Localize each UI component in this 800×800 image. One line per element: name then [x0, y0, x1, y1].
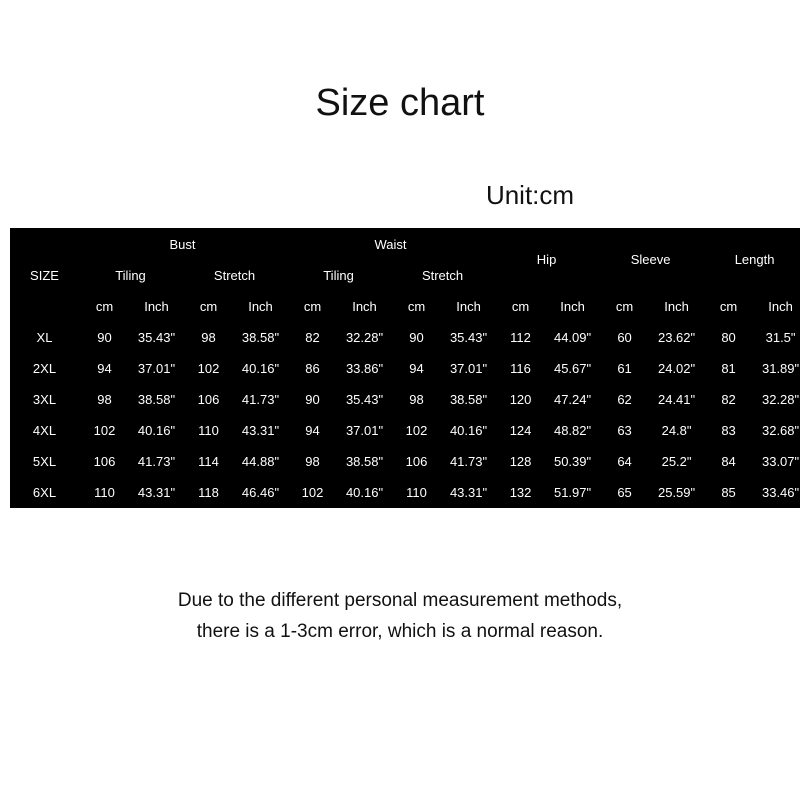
cell-bust-stretch-inch: 46.46"	[235, 477, 287, 508]
table-row	[11, 384, 800, 415]
cell-waist-stretch-inch: 37.01"	[443, 353, 495, 384]
cell-bust-stretch-cm: 106	[183, 384, 235, 415]
col-header-size: SIZE	[11, 229, 79, 322]
cell-sleeve-inch: 23.62"	[651, 322, 703, 353]
cell-hip-cm: 116	[495, 353, 547, 384]
cell-bust-stretch-cm: 102	[183, 353, 235, 384]
cell-bust-stretch-inch: 43.31"	[235, 415, 287, 446]
cell-waist-stretch-cm: 102	[391, 415, 443, 446]
table-row	[11, 415, 800, 446]
col-subgroup-waist-tiling: Tiling	[287, 260, 391, 291]
measurement-note-line2: there is a 1-3cm error, which is a normal reason.	[196, 621, 604, 642]
cell-waist-stretch-inch: 40.16"	[443, 415, 495, 446]
cell-length-cm: 85	[703, 477, 755, 508]
cell-hip-inch: 44.09"	[547, 322, 599, 353]
row-size-label: 6XL	[11, 477, 79, 508]
cell-waist-tiling-cm: 90	[287, 384, 339, 415]
cell-bust-tiling-inch: 37.01"	[131, 353, 183, 384]
cell-sleeve-cm: 62	[599, 384, 651, 415]
cell-waist-stretch-inch: 43.31"	[443, 477, 495, 508]
cell-bust-stretch-inch: 38.58"	[235, 322, 287, 353]
unit-length-inch: Inch	[755, 291, 800, 322]
table-row	[11, 446, 800, 477]
row-size-label: 4XL	[11, 415, 79, 446]
cell-waist-tiling-cm: 94	[287, 415, 339, 446]
cell-bust-stretch-cm: 98	[183, 322, 235, 353]
col-subgroup-bust-stretch: Stretch	[183, 260, 287, 291]
cell-bust-stretch-inch: 44.88"	[235, 446, 287, 477]
cell-hip-cm: 112	[495, 322, 547, 353]
row-size-label: XL	[11, 322, 79, 353]
unit-length-cm: cm	[703, 291, 755, 322]
cell-bust-stretch-cm: 110	[183, 415, 235, 446]
table-row	[11, 353, 800, 384]
cell-length-inch: 33.07"	[755, 446, 800, 477]
cell-waist-tiling-inch: 37.01"	[339, 415, 391, 446]
cell-hip-cm: 132	[495, 477, 547, 508]
cell-length-inch: 32.28"	[755, 384, 800, 415]
cell-length-cm: 83	[703, 415, 755, 446]
table-row	[11, 477, 800, 508]
cell-waist-stretch-inch: 35.43"	[443, 322, 495, 353]
cell-sleeve-cm: 65	[599, 477, 651, 508]
cell-length-inch: 32.68"	[755, 415, 800, 446]
col-group-bust: Bust	[79, 229, 287, 260]
col-subgroup-waist-stretch: Stretch	[391, 260, 495, 291]
cell-sleeve-inch: 25.2"	[651, 446, 703, 477]
col-subgroup-bust-tiling: Tiling	[79, 260, 183, 291]
unit-bust-tiling-inch: Inch	[131, 291, 183, 322]
cell-waist-stretch-cm: 106	[391, 446, 443, 477]
cell-waist-tiling-inch: 38.58"	[339, 446, 391, 477]
unit-waist-stretch-inch: Inch	[443, 291, 495, 322]
cell-waist-tiling-cm: 82	[287, 322, 339, 353]
cell-waist-stretch-inch: 41.73"	[443, 446, 495, 477]
cell-length-inch: 31.89"	[755, 353, 800, 384]
cell-length-cm: 80	[703, 322, 755, 353]
cell-length-cm: 84	[703, 446, 755, 477]
unit-hip-cm: cm	[495, 291, 547, 322]
cell-bust-tiling-inch: 38.58"	[131, 384, 183, 415]
cell-length-inch: 31.5"	[755, 322, 800, 353]
cell-waist-tiling-cm: 98	[287, 446, 339, 477]
cell-waist-tiling-cm: 86	[287, 353, 339, 384]
col-group-hip: Hip	[495, 229, 599, 291]
unit-sleeve-cm: cm	[599, 291, 651, 322]
unit-waist-stretch-cm: cm	[391, 291, 443, 322]
cell-bust-tiling-cm: 94	[79, 353, 131, 384]
cell-sleeve-inch: 24.02"	[651, 353, 703, 384]
table-row	[11, 322, 800, 353]
size-chart-table-wrapper	[10, 228, 800, 508]
cell-bust-tiling-cm: 90	[79, 322, 131, 353]
unit-bust-stretch-cm: cm	[183, 291, 235, 322]
cell-bust-tiling-inch: 43.31"	[131, 477, 183, 508]
cell-sleeve-cm: 60	[599, 322, 651, 353]
cell-waist-tiling-inch: 40.16"	[339, 477, 391, 508]
cell-waist-tiling-inch: 33.86"	[339, 353, 391, 384]
col-group-sleeve: Sleeve	[599, 229, 703, 291]
cell-bust-stretch-cm: 114	[183, 446, 235, 477]
cell-sleeve-inch: 24.41"	[651, 384, 703, 415]
row-size-label: 2XL	[11, 353, 79, 384]
cell-length-cm: 82	[703, 384, 755, 415]
page-title: Size chart	[315, 82, 485, 124]
cell-sleeve-cm: 63	[599, 415, 651, 446]
table-header-unit-row	[11, 291, 800, 322]
col-group-waist: Waist	[287, 229, 495, 260]
unit-waist-tiling-cm: cm	[287, 291, 339, 322]
cell-hip-cm: 124	[495, 415, 547, 446]
cell-bust-tiling-cm: 98	[79, 384, 131, 415]
cell-sleeve-cm: 61	[599, 353, 651, 384]
cell-waist-stretch-inch: 38.58"	[443, 384, 495, 415]
cell-waist-tiling-cm: 102	[287, 477, 339, 508]
cell-sleeve-inch: 24.8"	[651, 415, 703, 446]
cell-hip-inch: 47.24"	[547, 384, 599, 415]
cell-hip-inch: 45.67"	[547, 353, 599, 384]
unit-sleeve-inch: Inch	[651, 291, 703, 322]
cell-hip-inch: 50.39"	[547, 446, 599, 477]
cell-bust-stretch-inch: 40.16"	[235, 353, 287, 384]
cell-bust-tiling-cm: 106	[79, 446, 131, 477]
cell-bust-tiling-inch: 41.73"	[131, 446, 183, 477]
unit-waist-tiling-inch: Inch	[339, 291, 391, 322]
cell-bust-stretch-inch: 41.73"	[235, 384, 287, 415]
cell-bust-tiling-inch: 40.16"	[131, 415, 183, 446]
cell-waist-stretch-cm: 98	[391, 384, 443, 415]
cell-waist-stretch-cm: 94	[391, 353, 443, 384]
cell-length-cm: 81	[703, 353, 755, 384]
table-header-group-row	[11, 229, 800, 260]
unit-label: Unit:cm	[485, 180, 575, 210]
measurement-note-line1: Due to the different personal measurement methods,	[177, 590, 623, 611]
cell-length-inch: 33.46"	[755, 477, 800, 508]
cell-sleeve-inch: 25.59"	[651, 477, 703, 508]
row-size-label: 5XL	[11, 446, 79, 477]
cell-hip-inch: 51.97"	[547, 477, 599, 508]
col-group-length: Length	[703, 229, 800, 291]
cell-hip-cm: 120	[495, 384, 547, 415]
size-chart-table	[10, 228, 800, 508]
unit-bust-stretch-inch: Inch	[235, 291, 287, 322]
unit-hip-inch: Inch	[547, 291, 599, 322]
cell-waist-stretch-cm: 90	[391, 322, 443, 353]
cell-waist-tiling-inch: 35.43"	[339, 384, 391, 415]
row-size-label: 3XL	[11, 384, 79, 415]
cell-bust-tiling-cm: 110	[79, 477, 131, 508]
measurement-note	[0, 585, 800, 647]
cell-hip-cm: 128	[495, 446, 547, 477]
unit-bust-tiling-cm: cm	[79, 291, 131, 322]
cell-waist-tiling-inch: 32.28"	[339, 322, 391, 353]
cell-sleeve-cm: 64	[599, 446, 651, 477]
cell-hip-inch: 48.82"	[547, 415, 599, 446]
cell-bust-tiling-cm: 102	[79, 415, 131, 446]
cell-bust-tiling-inch: 35.43"	[131, 322, 183, 353]
cell-waist-stretch-cm: 110	[391, 477, 443, 508]
cell-bust-stretch-cm: 118	[183, 477, 235, 508]
